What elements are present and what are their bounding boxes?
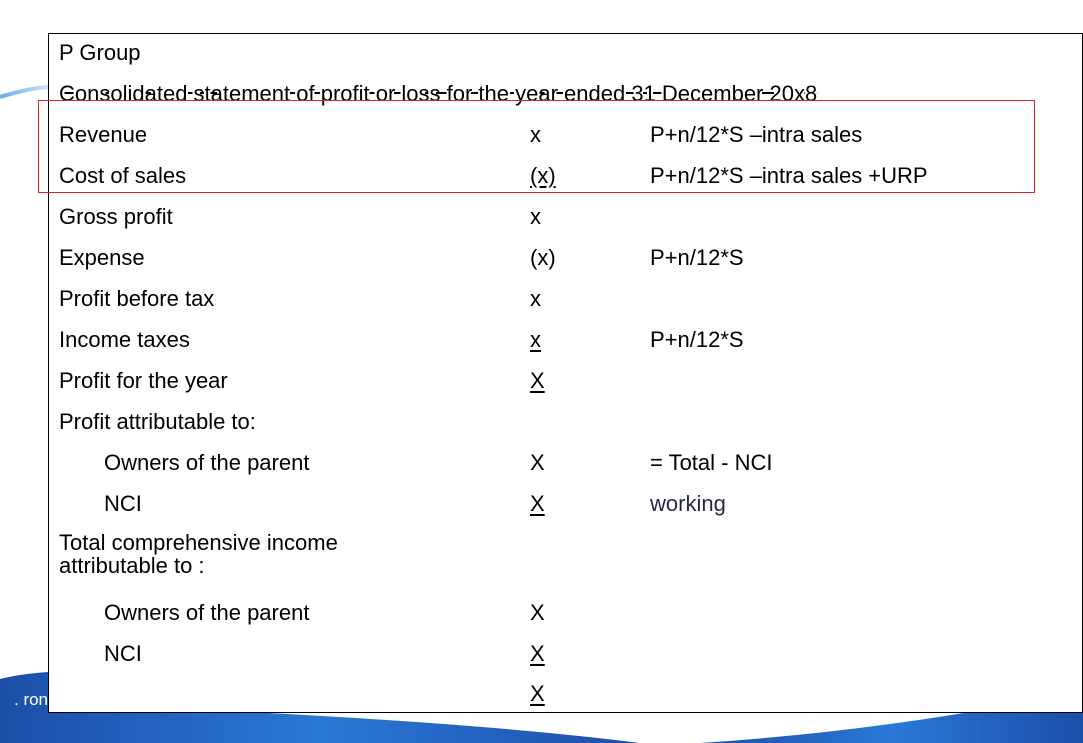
row-note: working: [650, 491, 726, 516]
statement-box: [48, 33, 1083, 713]
statement-subtitle: Consolidated statement of profit or loss for the year ended 31 December 20x8: [59, 81, 818, 106]
row-amount: (x): [530, 163, 556, 188]
row-label: Owners of the parent: [104, 450, 310, 475]
row-note: P+n/12*S: [650, 245, 744, 270]
row-note: P+n/12*S –intra sales +URP: [650, 163, 928, 188]
statement-title: P Group: [59, 40, 141, 65]
row-label: NCI: [104, 491, 142, 516]
row-label: Expense: [59, 245, 145, 270]
row-label: Profit attributable to:: [59, 409, 256, 434]
footer-text: . ron: [14, 690, 49, 709]
row-label: Cost of sales: [59, 163, 187, 188]
row-amount: x: [530, 122, 541, 147]
row-label: Profit before tax: [59, 286, 215, 311]
row-label: Gross profit: [59, 204, 173, 229]
row-note: P+n/12*S –intra sales: [650, 122, 863, 147]
row-amount: x: [530, 286, 541, 311]
row-amount: (x): [530, 245, 556, 270]
row-note: = Total - NCI: [650, 450, 773, 475]
row-amount: X: [530, 681, 545, 706]
row-amount: X: [530, 368, 545, 393]
row-label: Owners of the parent: [104, 600, 310, 625]
row-amount: X: [530, 641, 545, 666]
row-label: NCI: [104, 641, 142, 666]
row-amount: x: [530, 327, 541, 352]
row-label: Profit for the year: [59, 368, 228, 393]
row-label: Total comprehensive income attributable to :: [59, 530, 338, 578]
row-note: P+n/12*S: [650, 327, 744, 352]
row-amount: X: [530, 450, 545, 475]
row-label: Revenue: [59, 122, 148, 147]
row-label: Income taxes: [59, 327, 190, 352]
row-amount: X: [530, 491, 545, 516]
row-amount: x: [530, 204, 541, 229]
row-amount: X: [530, 600, 545, 625]
